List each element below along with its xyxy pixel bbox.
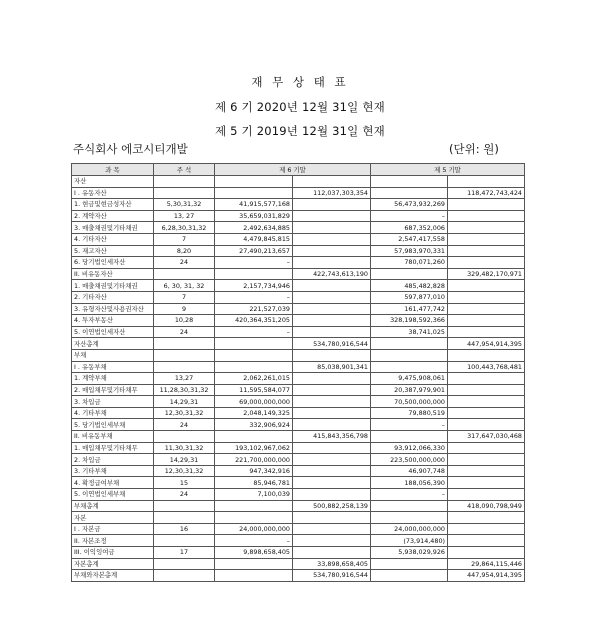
table-row: [72, 454, 525, 466]
row-note: 8,20: [154, 245, 215, 257]
row-item-label: 1. 매입채무및기타채무: [72, 442, 154, 454]
table-row: [72, 396, 525, 408]
row-prior-detail: 46,907,748: [371, 465, 448, 477]
row-current-total: [293, 257, 371, 269]
row-note: 13, 27: [154, 210, 215, 222]
row-prior-detail: 57,983,970,331: [371, 245, 448, 257]
row-current-total: 112,037,303,354: [293, 187, 371, 199]
row-note: 9: [154, 303, 215, 315]
row-current-detail: [215, 431, 293, 443]
table-row: [72, 280, 525, 292]
row-prior-total: [448, 442, 525, 454]
row-current-detail: 221,700,000,000: [215, 454, 293, 466]
row-prior-detail: [371, 268, 448, 280]
row-item-label: 자본총계: [72, 558, 154, 570]
row-prior-total: [448, 419, 525, 431]
row-prior-detail: –: [371, 489, 448, 501]
row-prior-total: 418,090,798,949: [448, 500, 525, 512]
row-prior-total: [448, 396, 525, 408]
row-current-total: [293, 373, 371, 385]
table-row: [72, 373, 525, 385]
row-prior-detail: 485,482,828: [371, 280, 448, 292]
row-prior-total: [448, 257, 525, 269]
row-prior-detail: [371, 187, 448, 199]
row-prior-detail: [371, 338, 448, 350]
row-prior-total: [448, 465, 525, 477]
row-current-detail: –: [215, 257, 293, 269]
table-row: [72, 442, 525, 454]
row-current-detail: –: [215, 535, 293, 547]
row-current-detail: 9,898,658,405: [215, 547, 293, 559]
row-current-detail: [215, 338, 293, 350]
row-item-label: 1. 계약부채: [72, 373, 154, 385]
row-prior-detail: [371, 558, 448, 570]
row-current-total: [293, 523, 371, 535]
row-item-label: 3. 매출채권및기타채권: [72, 222, 154, 234]
statement-title: 재 무 상 태 표: [251, 75, 349, 89]
row-item-label: I . 유동부채: [72, 361, 154, 373]
row-current-detail: 332,906,924: [215, 419, 293, 431]
row-prior-total: [448, 349, 525, 361]
row-prior-total: 447,954,914,395: [448, 570, 525, 582]
table-row: [72, 500, 525, 512]
row-current-detail: [215, 570, 293, 582]
row-current-detail: [215, 187, 293, 199]
row-item-label: 부채와자본총계: [72, 570, 154, 582]
row-prior-total: [448, 407, 525, 419]
table-row: [72, 512, 525, 524]
row-prior-detail: 597,877,010: [371, 291, 448, 303]
row-current-total: [293, 199, 371, 211]
row-item-label: 2. 계약자산: [72, 210, 154, 222]
table-row: [72, 419, 525, 431]
row-note: [154, 176, 215, 188]
row-note: 12,30,31,32: [154, 465, 215, 477]
row-current-detail: 41,915,577,168: [215, 199, 293, 211]
row-item-label: 부채총계: [72, 500, 154, 512]
row-note: 16: [154, 523, 215, 535]
row-note: [154, 187, 215, 199]
table-row: [72, 349, 525, 361]
row-prior-detail: [371, 349, 448, 361]
table-row: [72, 315, 525, 327]
row-current-detail: 11,595,584,077: [215, 384, 293, 396]
row-prior-detail: 328,198,592,366: [371, 315, 448, 327]
row-item-label: II. 자본조정: [72, 535, 154, 547]
row-note: [154, 349, 215, 361]
row-note: 11,28,30,31,32: [154, 384, 215, 396]
row-item-label: 자산총계: [72, 338, 154, 350]
row-prior-total: [448, 512, 525, 524]
table-row: [72, 558, 525, 570]
row-note: [154, 500, 215, 512]
table-row: [72, 489, 525, 501]
row-prior-total: [448, 384, 525, 396]
table-row: [72, 477, 525, 489]
row-item-label: 6. 당기법인세자산: [72, 257, 154, 269]
row-item-label: 1. 현금및현금성자산: [72, 199, 154, 211]
row-prior-total: [448, 535, 525, 547]
row-note: [154, 570, 215, 582]
row-item-label: 4. 기타자산: [72, 233, 154, 245]
row-current-detail: 2,048,149,325: [215, 407, 293, 419]
row-prior-total: 29,864,115,446: [448, 558, 525, 570]
row-current-total: [293, 245, 371, 257]
row-current-detail: 35,659,031,829: [215, 210, 293, 222]
row-prior-detail: –: [371, 419, 448, 431]
row-note: [154, 535, 215, 547]
row-current-total: [293, 512, 371, 524]
table-body: [72, 176, 525, 582]
row-prior-total: 447,954,914,395: [448, 338, 525, 350]
period-current: 제 6 기 2020년 12월 31일 현재: [215, 100, 385, 114]
row-prior-detail: 780,071,260: [371, 257, 448, 269]
row-item-label: I . 자본금: [72, 523, 154, 535]
row-current-detail: 193,102,967,062: [215, 442, 293, 454]
row-item-label: II. 비유동자산: [72, 268, 154, 280]
row-current-total: [293, 442, 371, 454]
row-prior-detail: 687,352,006: [371, 222, 448, 234]
table-row: [72, 187, 525, 199]
table-row: [72, 407, 525, 419]
row-current-detail: 7,100,039: [215, 489, 293, 501]
row-note: 10,28: [154, 315, 215, 327]
row-current-total: [293, 315, 371, 327]
table-row: [72, 291, 525, 303]
row-item-label: 5. 이연법인세자산: [72, 326, 154, 338]
row-current-detail: 2,157,734,946: [215, 280, 293, 292]
table-row: [72, 303, 525, 315]
table-row: [72, 361, 525, 373]
row-note: 24: [154, 489, 215, 501]
row-prior-detail: 93,912,066,330: [371, 442, 448, 454]
row-prior-detail: –: [371, 210, 448, 222]
row-item-label: 1. 매출채권및기타채권: [72, 280, 154, 292]
row-current-total: [293, 210, 371, 222]
table-row: [72, 233, 525, 245]
row-current-detail: –: [215, 326, 293, 338]
row-prior-detail: 161,477,742: [371, 303, 448, 315]
row-prior-detail: [371, 431, 448, 443]
row-item-label: 3. 기타부채: [72, 465, 154, 477]
period-prior: 제 5 기 2019년 12월 31일 현재: [215, 124, 385, 138]
table-row: [72, 535, 525, 547]
row-current-detail: 221,527,039: [215, 303, 293, 315]
row-current-detail: 24,000,000,000: [215, 523, 293, 535]
row-item-label: 5. 이연법인세부채: [72, 489, 154, 501]
row-current-total: 33,898,658,405: [293, 558, 371, 570]
row-note: 24: [154, 257, 215, 269]
row-prior-total: 317,647,030,468: [448, 431, 525, 443]
row-item-label: 자산: [72, 176, 154, 188]
table-row: [72, 547, 525, 559]
row-note: 12,30,31,32: [154, 407, 215, 419]
row-prior-total: [448, 176, 525, 188]
row-current-detail: [215, 558, 293, 570]
table-row: [72, 176, 525, 188]
row-note: [154, 338, 215, 350]
row-prior-detail: 38,741,025: [371, 326, 448, 338]
row-prior-total: [448, 547, 525, 559]
row-current-detail: 85,946,781: [215, 477, 293, 489]
row-prior-total: [448, 303, 525, 315]
row-current-total: 500,882,258,139: [293, 500, 371, 512]
table-row: [72, 431, 525, 443]
row-prior-total: [448, 210, 525, 222]
row-current-total: [293, 233, 371, 245]
row-note: [154, 558, 215, 570]
row-current-total: [293, 407, 371, 419]
row-prior-detail: 2,547,417,558: [371, 233, 448, 245]
row-prior-detail: [371, 500, 448, 512]
row-current-total: [293, 176, 371, 188]
row-current-detail: [215, 176, 293, 188]
row-prior-total: [448, 280, 525, 292]
row-current-total: 85,038,901,341: [293, 361, 371, 373]
row-current-total: [293, 384, 371, 396]
row-current-detail: [215, 361, 293, 373]
row-note: 24: [154, 419, 215, 431]
row-prior-detail: [371, 176, 448, 188]
row-note: 24: [154, 326, 215, 338]
row-prior-total: [448, 233, 525, 245]
row-current-detail: [215, 512, 293, 524]
row-current-total: [293, 396, 371, 408]
row-item-label: 자본: [72, 512, 154, 524]
table-row: [72, 570, 525, 582]
row-current-total: [293, 477, 371, 489]
row-prior-detail: (73,914,480): [371, 535, 448, 547]
row-note: 6,28,30,31,32: [154, 222, 215, 234]
row-prior-total: [448, 199, 525, 211]
row-prior-total: [448, 477, 525, 489]
row-current-total: [293, 303, 371, 315]
row-prior-detail: 188,056,390: [371, 477, 448, 489]
row-prior-total: [448, 315, 525, 327]
row-prior-detail: 56,473,932,269: [371, 199, 448, 211]
header-prior: 제 5 기말: [371, 164, 525, 176]
header-item: 과 목: [72, 164, 154, 176]
row-prior-detail: 9,475,908,061: [371, 373, 448, 385]
row-prior-detail: 5,938,029,926: [371, 547, 448, 559]
row-item-label: I . 유동자산: [72, 187, 154, 199]
row-prior-total: [448, 291, 525, 303]
row-note: 14,29,31: [154, 396, 215, 408]
row-current-detail: [215, 268, 293, 280]
row-note: 14,29,31: [154, 454, 215, 466]
row-current-total: 415,843,356,798: [293, 431, 371, 443]
row-note: [154, 431, 215, 443]
row-current-detail: 420,364,351,205: [215, 315, 293, 327]
unit-label: (단위: 원): [449, 142, 499, 156]
row-note: 6, 30, 31, 32: [154, 280, 215, 292]
row-note: [154, 512, 215, 524]
row-prior-total: 329,482,170,971: [448, 268, 525, 280]
row-note: [154, 361, 215, 373]
table-row: [72, 210, 525, 222]
row-item-label: 4. 투자부동산: [72, 315, 154, 327]
row-current-total: [293, 419, 371, 431]
row-current-detail: –: [215, 291, 293, 303]
row-prior-total: [448, 373, 525, 385]
row-item-label: 부채: [72, 349, 154, 361]
row-item-label: 3. 차입금: [72, 396, 154, 408]
table-row: [72, 222, 525, 234]
table-header-row: [72, 164, 525, 176]
table-row: [72, 338, 525, 350]
row-item-label: 4. 확정급여부채: [72, 477, 154, 489]
row-item-label: III. 이익잉여금: [72, 547, 154, 559]
row-current-total: [293, 326, 371, 338]
row-current-detail: 2,062,261,015: [215, 373, 293, 385]
row-note: 5,30,31,32: [154, 199, 215, 211]
table-row: [72, 465, 525, 477]
row-current-total: [293, 454, 371, 466]
row-current-total: [293, 280, 371, 292]
row-current-detail: 27,490,213,657: [215, 245, 293, 257]
row-current-detail: 947,342,916: [215, 465, 293, 477]
row-item-label: 4. 기타부채: [72, 407, 154, 419]
row-note: 7: [154, 233, 215, 245]
row-prior-detail: [371, 570, 448, 582]
row-item-label: 2. 매입채무및기타채무: [72, 384, 154, 396]
header-current: 제 6 기말: [215, 164, 371, 176]
row-item-label: 5. 당기법인세부채: [72, 419, 154, 431]
header-note: 주 석: [154, 164, 215, 176]
row-current-total: [293, 222, 371, 234]
row-current-detail: [215, 349, 293, 361]
row-prior-detail: 223,500,000,000: [371, 454, 448, 466]
company-name: 주식회사 에코시티개발: [73, 142, 188, 156]
table-row: [72, 523, 525, 535]
row-prior-total: [448, 222, 525, 234]
row-note: [154, 268, 215, 280]
row-current-total: 534,780,916,544: [293, 338, 371, 350]
table-row: [72, 199, 525, 211]
row-item-label: II. 비유동부채: [72, 431, 154, 443]
table-row: [72, 384, 525, 396]
row-note: 15: [154, 477, 215, 489]
row-current-detail: 2,492,634,885: [215, 222, 293, 234]
row-item-label: 2. 차입금: [72, 454, 154, 466]
row-prior-total: 100,443,768,481: [448, 361, 525, 373]
row-note: 11,30,31,32: [154, 442, 215, 454]
row-note: 7: [154, 291, 215, 303]
row-prior-total: [448, 245, 525, 257]
row-current-total: [293, 535, 371, 547]
row-item-label: 2. 기타자산: [72, 291, 154, 303]
row-current-total: [293, 465, 371, 477]
row-current-detail: 4,479,845,815: [215, 233, 293, 245]
row-item-label: 3. 유형자산및사용권자산: [72, 303, 154, 315]
row-prior-detail: 70,500,000,000: [371, 396, 448, 408]
row-current-total: [293, 547, 371, 559]
row-item-label: 5. 재고자산: [72, 245, 154, 257]
table-row: [72, 326, 525, 338]
row-note: 13,27: [154, 373, 215, 385]
row-prior-total: [448, 454, 525, 466]
row-current-total: 534,780,916,544: [293, 570, 371, 582]
row-prior-total: [448, 326, 525, 338]
row-prior-detail: [371, 512, 448, 524]
row-current-total: [293, 489, 371, 501]
balance-sheet-table: [71, 163, 525, 582]
row-current-detail: [215, 500, 293, 512]
table-row: [72, 257, 525, 269]
row-prior-detail: 24,000,000,000: [371, 523, 448, 535]
row-current-total: 422,743,613,190: [293, 268, 371, 280]
table-row: [72, 245, 525, 257]
row-prior-detail: 20,387,979,901: [371, 384, 448, 396]
row-prior-total: 118,472,743,424: [448, 187, 525, 199]
row-note: 17: [154, 547, 215, 559]
row-prior-detail: 79,880,519: [371, 407, 448, 419]
table-row: [72, 268, 525, 280]
row-current-total: [293, 291, 371, 303]
row-current-detail: 69,000,000,000: [215, 396, 293, 408]
row-current-total: [293, 349, 371, 361]
row-prior-detail: [371, 361, 448, 373]
row-prior-total: [448, 523, 525, 535]
row-prior-total: [448, 489, 525, 501]
